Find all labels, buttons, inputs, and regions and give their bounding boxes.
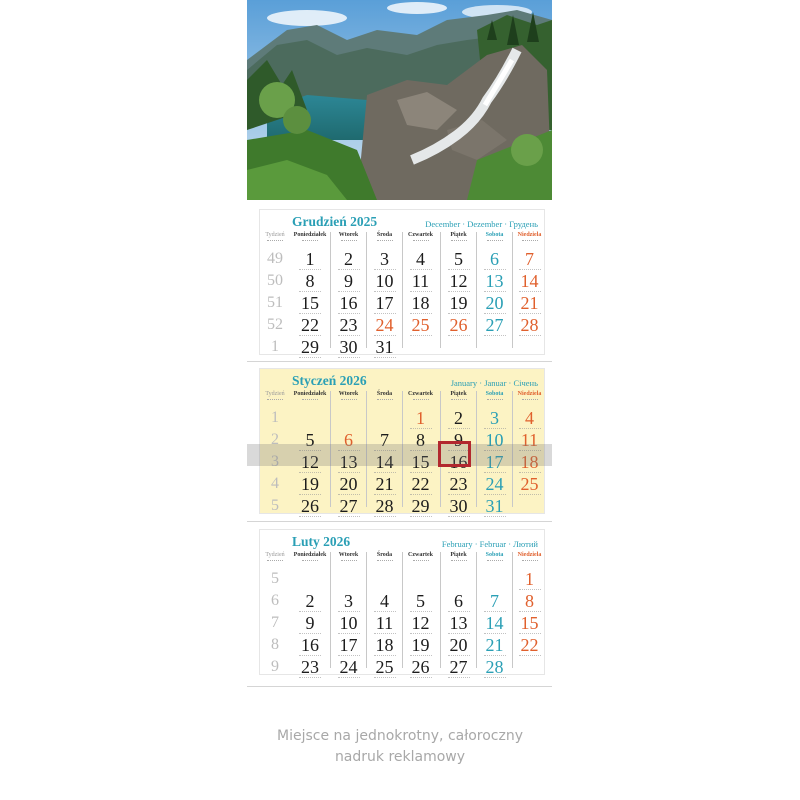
day-number: 13 bbox=[485, 271, 504, 291]
day-number: 30 bbox=[449, 496, 468, 516]
day-number: 26 bbox=[411, 657, 430, 677]
day-cell[interactable] bbox=[331, 338, 366, 360]
name-day-text bbox=[519, 655, 541, 658]
day-number: 25 bbox=[411, 315, 430, 335]
day-cell[interactable] bbox=[331, 614, 366, 636]
day-cell[interactable] bbox=[292, 658, 328, 680]
day-number: 20 bbox=[449, 635, 468, 655]
day-cell[interactable] bbox=[331, 658, 366, 680]
day-header-translations bbox=[292, 238, 328, 242]
week-number-label: 5 bbox=[271, 570, 279, 587]
day-number: 23 bbox=[449, 474, 468, 494]
day-number: 24 bbox=[375, 315, 394, 335]
column-fri bbox=[440, 232, 476, 348]
day-number: 1 bbox=[525, 569, 534, 589]
column-sun bbox=[512, 552, 546, 668]
name-day-text bbox=[374, 357, 396, 360]
day-number: 28 bbox=[520, 315, 539, 335]
name-day-text bbox=[448, 677, 470, 680]
column-thu bbox=[402, 552, 438, 677]
day-number: 31 bbox=[375, 337, 394, 357]
current-day-marker[interactable] bbox=[438, 441, 471, 467]
week-number bbox=[260, 294, 290, 316]
day-number: 5 bbox=[305, 430, 315, 450]
divider bbox=[247, 361, 552, 362]
week-number bbox=[260, 592, 290, 614]
day-number: 25 bbox=[520, 474, 539, 494]
day-header-translations bbox=[441, 238, 476, 242]
day-cell[interactable] bbox=[477, 294, 512, 316]
month-block-january bbox=[259, 368, 545, 514]
day-cell[interactable] bbox=[513, 250, 546, 272]
week-number bbox=[260, 338, 290, 360]
day-number: 17 bbox=[375, 293, 394, 313]
day-cell[interactable] bbox=[441, 475, 476, 497]
day-header: Tydzień bbox=[265, 391, 285, 397]
day-cell[interactable] bbox=[331, 272, 366, 294]
day-number: 14 bbox=[485, 613, 504, 633]
day-header: Czwartek bbox=[408, 232, 433, 238]
day-cell[interactable] bbox=[441, 250, 476, 272]
name-day-text bbox=[299, 677, 321, 680]
week-number bbox=[260, 636, 290, 658]
day-header-translations bbox=[403, 558, 438, 562]
day-number: 2 bbox=[344, 249, 353, 269]
week-number bbox=[260, 316, 290, 338]
day-header-translations bbox=[403, 397, 438, 401]
day-header: Niedziela bbox=[517, 232, 542, 238]
day-cell[interactable] bbox=[477, 272, 512, 294]
day-header-translations bbox=[260, 558, 290, 562]
week-number bbox=[260, 570, 290, 592]
divider bbox=[247, 686, 552, 687]
name-day-text bbox=[410, 677, 432, 680]
day-header-translations bbox=[367, 558, 402, 562]
day-header: Środa bbox=[376, 552, 393, 558]
day-number: 7 bbox=[525, 249, 534, 269]
day-header-translations bbox=[441, 558, 476, 562]
day-number: 12 bbox=[301, 452, 319, 472]
day-number: 14 bbox=[520, 271, 539, 291]
day-header-translations bbox=[367, 397, 402, 401]
name-day-text bbox=[484, 516, 506, 519]
name-day-text bbox=[338, 677, 360, 680]
day-number: 9 bbox=[344, 271, 353, 291]
month-block-december bbox=[259, 209, 545, 355]
column-sat bbox=[476, 552, 512, 677]
day-cell[interactable] bbox=[367, 294, 402, 316]
day-header: Środa bbox=[376, 232, 393, 238]
day-header: Poniedziałek bbox=[293, 232, 327, 238]
day-header-translations bbox=[477, 397, 512, 401]
day-cell[interactable] bbox=[441, 409, 476, 431]
day-header-translations bbox=[513, 397, 546, 401]
day-number: 26 bbox=[449, 315, 468, 335]
day-cell[interactable] bbox=[292, 614, 328, 636]
day-header-translations bbox=[331, 238, 366, 242]
week-number-label: 2 bbox=[271, 431, 279, 448]
day-number: 22 bbox=[301, 315, 319, 335]
day-number: 24 bbox=[485, 474, 504, 494]
day-cell[interactable] bbox=[403, 614, 438, 636]
name-day-text bbox=[374, 516, 396, 519]
day-number: 3 bbox=[380, 249, 389, 269]
day-header: Piątek bbox=[450, 552, 467, 558]
day-cell[interactable] bbox=[441, 294, 476, 316]
name-day-text bbox=[374, 677, 396, 680]
week-number-label: 8 bbox=[271, 636, 279, 653]
column-week bbox=[260, 552, 290, 675]
day-cell[interactable] bbox=[292, 592, 328, 614]
week-number-label: 49 bbox=[267, 250, 283, 267]
week-number bbox=[260, 409, 290, 431]
column-mon bbox=[292, 232, 328, 357]
week-number-label: 7 bbox=[271, 614, 279, 631]
day-header: Niedziela bbox=[517, 552, 542, 558]
day-header: Tydzień bbox=[265, 552, 285, 558]
day-header-translations bbox=[292, 558, 328, 562]
week-number bbox=[260, 658, 290, 680]
day-number: 26 bbox=[301, 496, 319, 516]
week-number bbox=[260, 497, 290, 519]
day-number: 7 bbox=[490, 591, 499, 611]
day-number: 7 bbox=[380, 430, 389, 450]
day-cell[interactable] bbox=[441, 272, 476, 294]
day-header: Wtorek bbox=[338, 232, 359, 238]
day-number: 3 bbox=[490, 408, 499, 428]
day-number: 13 bbox=[339, 452, 358, 472]
column-sun bbox=[512, 232, 546, 348]
column-wed bbox=[366, 232, 402, 357]
day-number: 8 bbox=[525, 591, 534, 611]
month-block-february bbox=[259, 529, 545, 675]
day-number: 23 bbox=[339, 315, 358, 335]
day-number: 12 bbox=[449, 271, 468, 291]
day-cell[interactable] bbox=[367, 497, 402, 519]
day-cell[interactable] bbox=[441, 658, 476, 680]
day-cell[interactable] bbox=[477, 497, 512, 519]
day-number: 28 bbox=[375, 496, 394, 516]
day-number: 27 bbox=[449, 657, 468, 677]
day-number: 11 bbox=[375, 613, 394, 633]
day-number: 18 bbox=[520, 452, 539, 472]
day-cell[interactable] bbox=[367, 338, 402, 360]
day-number: 4 bbox=[416, 249, 425, 269]
column-thu bbox=[402, 232, 438, 348]
mountain-waterfall-image bbox=[247, 0, 552, 200]
day-header: Wtorek bbox=[338, 552, 359, 558]
week-number-label: 50 bbox=[267, 272, 283, 289]
day-number: 8 bbox=[305, 271, 315, 291]
day-header-translations bbox=[441, 397, 476, 401]
week-number-label: 5 bbox=[271, 497, 279, 514]
day-cell[interactable] bbox=[477, 475, 512, 497]
day-cell[interactable] bbox=[292, 294, 328, 316]
day-number: 14 bbox=[375, 452, 394, 472]
name-day-text bbox=[519, 494, 541, 497]
week-number bbox=[260, 250, 290, 272]
name-day-text bbox=[484, 335, 506, 338]
day-number: 5 bbox=[454, 249, 463, 269]
month-title: Grudzień 2025 bbox=[292, 214, 378, 229]
ad-line-2: nadruk reklamowy bbox=[334, 749, 466, 765]
day-cell[interactable] bbox=[441, 592, 476, 614]
name-day-text bbox=[410, 516, 432, 519]
day-number: 25 bbox=[375, 657, 394, 677]
day-cell[interactable] bbox=[331, 250, 366, 272]
day-cell[interactable] bbox=[292, 272, 328, 294]
column-fri bbox=[440, 552, 476, 677]
day-cell[interactable] bbox=[331, 592, 366, 614]
day-number: 30 bbox=[339, 337, 358, 357]
day-number: 15 bbox=[520, 613, 539, 633]
day-header-translations bbox=[513, 238, 546, 242]
day-number: 5 bbox=[416, 591, 425, 611]
day-cell[interactable] bbox=[513, 636, 546, 658]
day-header-translations bbox=[260, 397, 290, 401]
week-number bbox=[260, 272, 290, 294]
day-cell[interactable] bbox=[513, 316, 546, 338]
day-number: 27 bbox=[339, 496, 358, 516]
day-cell[interactable] bbox=[367, 592, 402, 614]
name-day-text bbox=[410, 335, 432, 338]
day-number: 21 bbox=[520, 293, 539, 313]
day-number: 16 bbox=[339, 293, 358, 313]
day-number: 22 bbox=[520, 635, 539, 655]
name-day-text bbox=[448, 516, 470, 519]
day-cell[interactable] bbox=[367, 636, 402, 658]
week-number-label: 3 bbox=[271, 453, 279, 470]
day-number: 10 bbox=[485, 430, 504, 450]
day-number: 22 bbox=[411, 474, 430, 494]
day-cell[interactable] bbox=[292, 497, 328, 519]
day-number: 11 bbox=[411, 271, 430, 291]
day-number: 19 bbox=[301, 474, 319, 494]
week-number-label: 1 bbox=[271, 338, 279, 355]
week-number-label: 4 bbox=[271, 475, 279, 492]
ad-line-1: Miejsce na jednokrotny, całoroczny bbox=[277, 728, 523, 744]
day-number: 2 bbox=[305, 591, 315, 611]
day-header: Środa bbox=[376, 391, 393, 397]
column-tue bbox=[330, 552, 366, 677]
day-header-translations bbox=[260, 238, 290, 242]
day-header-translations bbox=[477, 238, 512, 242]
column-mon bbox=[292, 552, 328, 677]
day-number: 13 bbox=[449, 613, 468, 633]
day-header: Wtorek bbox=[338, 391, 359, 397]
day-number: 29 bbox=[411, 496, 430, 516]
divider bbox=[247, 521, 552, 522]
day-cell[interactable] bbox=[513, 409, 546, 431]
day-header: Czwartek bbox=[408, 391, 433, 397]
column-sat bbox=[476, 232, 512, 348]
day-cell[interactable] bbox=[292, 475, 328, 497]
day-header: Tydzień bbox=[265, 232, 285, 238]
month-title: Styczeń 2026 bbox=[292, 373, 367, 388]
day-number: 4 bbox=[380, 591, 389, 611]
name-day-text bbox=[299, 357, 321, 360]
day-header: Poniedziałek bbox=[293, 552, 327, 558]
day-cell[interactable] bbox=[513, 592, 546, 614]
column-wed bbox=[366, 552, 402, 677]
day-number: 27 bbox=[485, 315, 504, 335]
current-week-marker[interactable] bbox=[247, 444, 552, 466]
day-cell[interactable] bbox=[367, 250, 402, 272]
day-number: 23 bbox=[301, 657, 319, 677]
day-header-translations bbox=[477, 558, 512, 562]
day-number: 6 bbox=[454, 591, 463, 611]
day-cell[interactable] bbox=[477, 250, 512, 272]
day-header: Sobota bbox=[485, 232, 504, 238]
day-number: 19 bbox=[411, 635, 430, 655]
day-cell[interactable] bbox=[292, 316, 328, 338]
day-number: 28 bbox=[485, 657, 504, 677]
day-cell[interactable] bbox=[367, 316, 402, 338]
week-number-label: 52 bbox=[267, 316, 283, 333]
day-cell[interactable] bbox=[292, 636, 328, 658]
day-cell[interactable] bbox=[403, 409, 438, 431]
day-cell[interactable] bbox=[477, 636, 512, 658]
day-header-translations bbox=[331, 397, 366, 401]
day-number: 2 bbox=[454, 408, 463, 428]
day-cell[interactable] bbox=[403, 636, 438, 658]
name-day-text bbox=[299, 516, 321, 519]
week-number-label: 6 bbox=[271, 592, 279, 609]
day-cell[interactable] bbox=[513, 294, 546, 316]
day-cell[interactable] bbox=[477, 614, 512, 636]
column-tue bbox=[330, 232, 366, 357]
day-cell[interactable] bbox=[441, 636, 476, 658]
day-number: 17 bbox=[339, 635, 358, 655]
advertising-space-text bbox=[240, 726, 560, 768]
day-cell[interactable] bbox=[331, 294, 366, 316]
day-cell[interactable] bbox=[403, 272, 438, 294]
day-cell[interactable] bbox=[513, 570, 546, 592]
day-cell[interactable] bbox=[331, 316, 366, 338]
day-number: 9 bbox=[454, 430, 463, 450]
day-cell[interactable] bbox=[367, 272, 402, 294]
day-number: 20 bbox=[485, 293, 504, 313]
day-header: Sobota bbox=[485, 391, 504, 397]
day-number: 3 bbox=[344, 591, 353, 611]
day-cell[interactable] bbox=[292, 250, 328, 272]
day-number: 15 bbox=[411, 452, 430, 472]
day-header-translations bbox=[513, 558, 546, 562]
day-number: 18 bbox=[375, 635, 394, 655]
day-number: 10 bbox=[375, 271, 394, 291]
day-number: 1 bbox=[305, 249, 315, 269]
day-cell[interactable] bbox=[403, 250, 438, 272]
day-number: 6 bbox=[344, 430, 353, 450]
day-header: Poniedziałek bbox=[293, 391, 327, 397]
day-number: 8 bbox=[416, 430, 425, 450]
week-number-label: 9 bbox=[271, 658, 279, 675]
day-number: 15 bbox=[301, 293, 319, 313]
day-number: 20 bbox=[339, 474, 358, 494]
day-number: 4 bbox=[525, 408, 534, 428]
name-day-text bbox=[338, 516, 360, 519]
name-day-text bbox=[338, 357, 360, 360]
day-number: 10 bbox=[339, 613, 358, 633]
week-number bbox=[260, 475, 290, 497]
week-number-label: 1 bbox=[271, 409, 279, 426]
month-foreign-names: December · Dezember · Грудень bbox=[425, 219, 538, 229]
day-header-translations bbox=[367, 238, 402, 242]
day-header-translations bbox=[292, 397, 328, 401]
day-cell[interactable] bbox=[331, 475, 366, 497]
day-cell[interactable] bbox=[403, 475, 438, 497]
day-number: 9 bbox=[305, 613, 315, 633]
day-cell[interactable] bbox=[403, 294, 438, 316]
day-number: 29 bbox=[301, 337, 319, 357]
calendar-header-photo bbox=[247, 0, 552, 200]
day-cell[interactable] bbox=[331, 497, 366, 519]
day-header: Piątek bbox=[450, 232, 467, 238]
day-header: Sobota bbox=[485, 552, 504, 558]
day-number: 1 bbox=[416, 408, 425, 428]
day-number: 31 bbox=[485, 496, 504, 516]
day-cell[interactable] bbox=[367, 658, 402, 680]
day-cell[interactable] bbox=[441, 614, 476, 636]
day-number: 12 bbox=[411, 613, 430, 633]
month-foreign-names: February · Februar · Лютий bbox=[441, 539, 538, 549]
name-day-text bbox=[448, 335, 470, 338]
day-header: Czwartek bbox=[408, 552, 433, 558]
month-foreign-names: January · Januar · Січень bbox=[450, 378, 538, 388]
day-number: 21 bbox=[485, 635, 504, 655]
day-cell[interactable] bbox=[441, 497, 476, 519]
day-number: 24 bbox=[339, 657, 358, 677]
day-cell[interactable] bbox=[403, 592, 438, 614]
day-number: 16 bbox=[301, 635, 319, 655]
name-day-text bbox=[484, 677, 506, 680]
day-cell[interactable] bbox=[477, 316, 512, 338]
day-cell[interactable] bbox=[331, 636, 366, 658]
day-number: 11 bbox=[520, 430, 539, 450]
day-cell[interactable] bbox=[513, 614, 546, 636]
week-number bbox=[260, 614, 290, 636]
day-cell[interactable] bbox=[513, 475, 546, 497]
day-cell[interactable] bbox=[477, 409, 512, 431]
day-cell[interactable] bbox=[292, 338, 328, 360]
day-cell[interactable] bbox=[477, 658, 512, 680]
day-cell[interactable] bbox=[367, 614, 402, 636]
day-number: 19 bbox=[449, 293, 468, 313]
column-week bbox=[260, 232, 290, 355]
day-cell[interactable] bbox=[403, 316, 438, 338]
day-number: 18 bbox=[411, 293, 430, 313]
day-cell[interactable] bbox=[403, 497, 438, 519]
day-header-translations bbox=[331, 558, 366, 562]
day-number: 21 bbox=[375, 474, 394, 494]
day-cell[interactable] bbox=[367, 475, 402, 497]
day-cell[interactable] bbox=[441, 316, 476, 338]
day-number: 17 bbox=[485, 452, 504, 472]
day-header-translations bbox=[403, 238, 438, 242]
day-cell[interactable] bbox=[477, 592, 512, 614]
day-header: Niedziela bbox=[517, 391, 542, 397]
day-cell[interactable] bbox=[403, 658, 438, 680]
week-number-label: 51 bbox=[267, 294, 283, 311]
day-number: 6 bbox=[490, 249, 499, 269]
day-cell[interactable] bbox=[513, 272, 546, 294]
day-number: 16 bbox=[449, 452, 468, 472]
day-header: Piątek bbox=[450, 391, 467, 397]
name-day-text bbox=[519, 335, 541, 338]
month-title: Luty 2026 bbox=[292, 534, 351, 549]
